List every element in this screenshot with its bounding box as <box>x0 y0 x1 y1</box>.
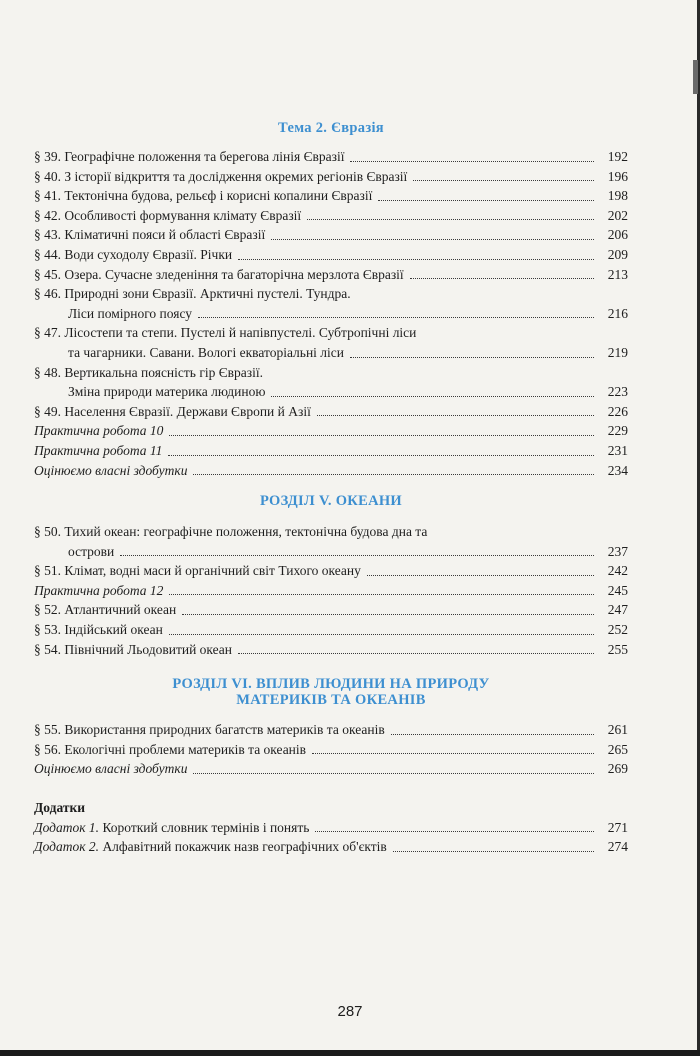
leader-dots <box>307 218 594 220</box>
leader-dots <box>315 830 594 832</box>
scan-edge-bottom <box>0 1050 700 1056</box>
leader-dots <box>238 258 594 260</box>
section-5 <box>34 493 628 659</box>
leader-dots <box>410 277 594 279</box>
toc-entry[interactable]: § 56. Екологічні проблеми материків та океанів 265 <box>34 741 628 757</box>
leader-dots <box>350 356 594 358</box>
leader-dots <box>169 434 594 436</box>
toc-entry-practical[interactable]: Практична робота 12 245 <box>34 582 628 598</box>
leader-dots <box>168 454 594 456</box>
leader-dots <box>169 633 594 635</box>
toc-entry-multiline[interactable]: § 47. Лісостепи та степи. Пустелі й напівпустелі. Субтропічні ліси та чагарники. Савани. Вологі екваторіальні ліси 219 <box>34 325 628 360</box>
leader-dots <box>271 395 594 397</box>
leader-dots <box>182 613 594 615</box>
appendix-title: Додатки <box>34 800 86 815</box>
leader-dots <box>350 160 594 162</box>
topic-2-title: Тема 2. Євразія <box>278 120 384 136</box>
leader-dots <box>271 238 594 240</box>
toc-entry[interactable]: § 55. Використання природних багатств материків та океанів 261 <box>34 722 628 737</box>
toc-entry-practical[interactable]: Практична робота 11 231 <box>34 442 628 458</box>
toc-entry-appendix[interactable]: Додаток 2. Алфавітний покажчик назв географічних об'єктів 274 <box>34 839 628 855</box>
leader-dots <box>391 733 594 735</box>
leader-dots <box>413 179 594 181</box>
toc-entry[interactable]: § 53. Індійський океан 252 <box>34 621 628 637</box>
toc-entry[interactable]: § 43. Кліматичні пояси й області Євразії 206 <box>34 227 628 243</box>
leader-dots <box>378 199 594 201</box>
topic-2 <box>34 120 628 480</box>
leader-dots <box>198 316 594 318</box>
toc-entry[interactable]: § 39. Географічне положення та берегова лінія Євразії 192 <box>34 149 628 164</box>
toc-entry-assessment[interactable]: Оцінюємо власні здобутки 234 <box>34 462 628 478</box>
toc-entry[interactable]: § 52. Атлантичний океан 247 <box>34 602 628 618</box>
toc-entry[interactable]: § 41. Тектонічна будова, рельєф і корисні копалини Євразії 198 <box>34 188 628 204</box>
toc-entry[interactable]: § 44. Води суходолу Євразії. Річки 209 <box>34 246 628 262</box>
appendix <box>34 798 628 857</box>
toc-entry-multiline[interactable]: § 50. Тихий океан: географічне положення, тектонічна будова дна та острови 237 <box>34 524 628 559</box>
leader-dots <box>317 414 594 416</box>
leader-dots <box>169 593 594 595</box>
toc-entry[interactable]: § 45. Озера. Сучасне зледеніння та багаторічна мерзлота Євразії 213 <box>34 266 628 282</box>
toc-entry[interactable]: § 54. Північний Льодовитий океан 255 <box>34 641 628 657</box>
scan-mark <box>693 60 698 94</box>
toc-entry-practical[interactable]: Практична робота 10 229 <box>34 423 628 439</box>
toc-entry-assessment[interactable]: Оцінюємо власні здобутки 269 <box>34 761 628 777</box>
toc-entry-multiline[interactable]: § 48. Вертикальна поясність гір Євразії. Зміна природи материка людиною 223 <box>34 364 628 400</box>
leader-dots <box>193 473 594 475</box>
leader-dots <box>393 850 594 852</box>
section-6 <box>34 676 628 779</box>
section-6-title-line1: РОЗДІЛ VI. ВПЛИВ ЛЮДИНИ НА ПРИРОДУ <box>172 676 490 692</box>
leader-dots <box>367 574 594 576</box>
section-6-title-line2: МАТЕРИКІВ ТА ОКЕАНІВ <box>236 692 426 708</box>
toc-entry-multiline[interactable]: § 46. Природні зони Євразії. Арктичні пустелі. Тундра. Ліси помірного поясу 216 <box>34 286 628 321</box>
section-5-title: РОЗДІЛ V. ОКЕАНИ <box>259 493 402 509</box>
toc-entry[interactable]: § 40. З історії відкриття та дослідження окремих регіонів Євразії 196 <box>34 168 628 184</box>
toc-entry[interactable]: § 51. Клімат, водні маси й органічний світ Тихого океану 242 <box>34 563 628 579</box>
leader-dots <box>312 752 594 754</box>
toc-entry[interactable]: § 49. Населення Євразії. Держави Європи й Азії 226 <box>34 403 628 419</box>
toc-entry[interactable]: § 42. Особливості формування клімату Євразії 202 <box>34 207 628 223</box>
leader-dots <box>238 652 594 654</box>
page-number: 287 <box>337 1003 363 1020</box>
leader-dots <box>193 772 594 774</box>
leader-dots <box>120 554 594 556</box>
toc-entry-appendix[interactable]: Додаток 1. Короткий словник термінів і понять 271 <box>34 819 628 835</box>
